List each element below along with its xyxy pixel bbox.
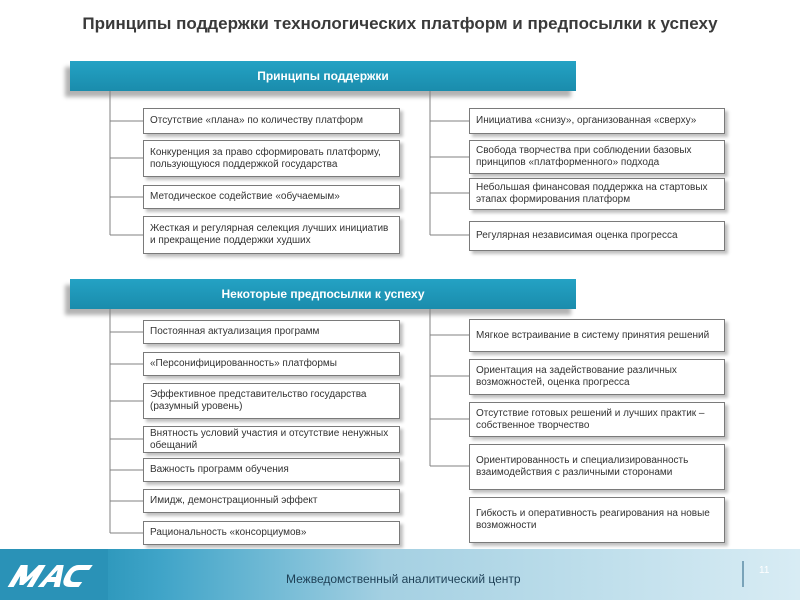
prerequisite-box: Отсутствие готовых решений и лучших практик – собственное творчество [469, 402, 725, 437]
principle-box: Инициатива «снизу», организованная «сверху» [469, 108, 725, 134]
prerequisite-box: Эффективное представительство государства (разумный уровень) [143, 383, 400, 419]
principle-box: Небольшая финансовая поддержка на стартовых этапах формирования платформ [469, 178, 725, 210]
page-divider [742, 561, 744, 587]
page-number: 11 [759, 565, 770, 576]
section-header-principles: Принципы поддержки [70, 61, 576, 91]
mac-logo-icon [4, 555, 104, 595]
prerequisite-box: Важность программ обучения [143, 458, 400, 482]
principle-box: Регулярная независимая оценка прогресса [469, 221, 725, 251]
prerequisite-box: Внятность условий участия и отсутствие ненужных обещаний [143, 426, 400, 453]
prerequisite-box: Рациональность «консорциумов» [143, 521, 400, 545]
principle-box: Отсутствие «плана» по количеству платформ [143, 108, 400, 134]
prerequisite-box: Имидж, демонстрационный эффект [143, 489, 400, 513]
prerequisite-box: Ориентированность и специализированность взаимодействия с различными сторонами [469, 444, 725, 490]
prerequisite-box: Ориентация на задействование различных возможностей, оценка прогресса [469, 359, 725, 395]
page-title: Принципы поддержки технологических платформ и предпосылки к успеху [82, 14, 718, 33]
logo-panel [0, 549, 108, 600]
principle-box: Методическое содействие «обучаемым» [143, 185, 400, 209]
prerequisite-box: Мягкое встраивание в систему принятия решений [469, 319, 725, 352]
prerequisite-box: Постоянная актуализация программ [143, 320, 400, 344]
principle-box: Конкуренция за право сформировать платформу, пользующуюся поддержкой государства [143, 140, 400, 177]
prerequisite-box: Гибкость и оперативность реагирования на новые возможности [469, 497, 725, 543]
principle-box: Жесткая и регулярная селекция лучших инициатив и прекращение поддержки худших [143, 216, 400, 254]
prerequisite-box: «Персонифицированность» платформы [143, 352, 400, 376]
footer [0, 549, 800, 600]
principle-box: Свобода творчества при соблюдении базовых принципов «платформенного» подхода [469, 140, 725, 174]
section-header-prerequisites: Некоторые предпосылки к успеху [70, 279, 576, 309]
footer-org-name: Межведомственный аналитический центр [286, 572, 521, 586]
